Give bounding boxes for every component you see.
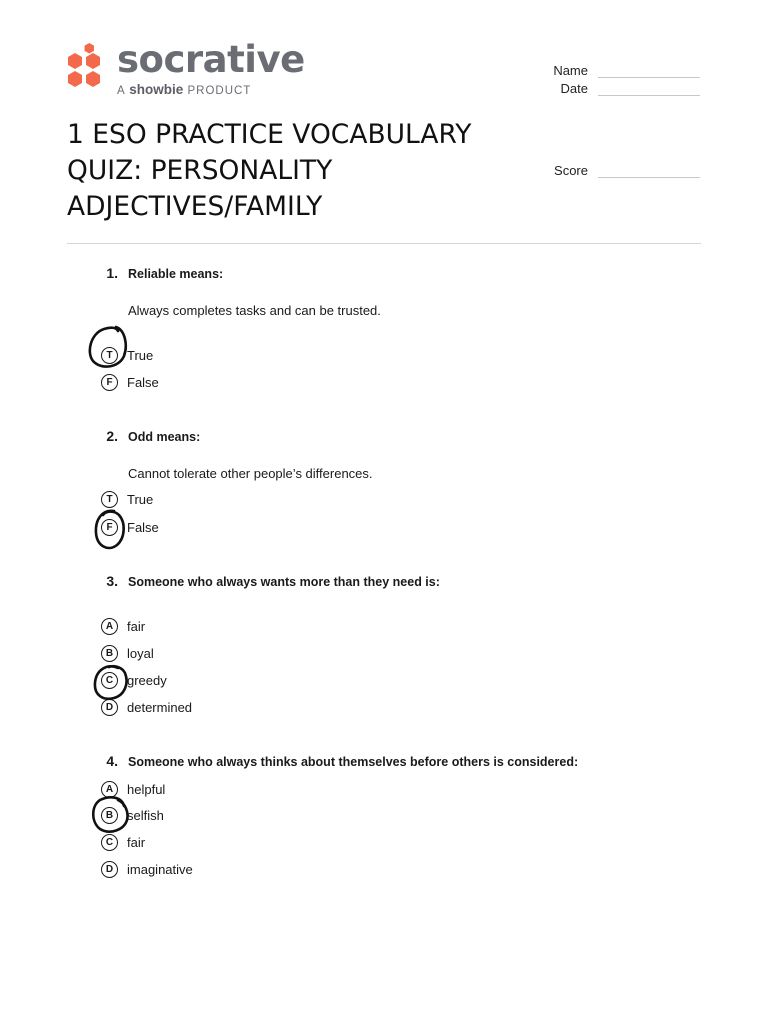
option-d[interactable]: [100, 859, 193, 879]
question-number: 3.: [106, 573, 118, 589]
name-label: Name: [553, 63, 588, 78]
option-true[interactable]: [100, 345, 153, 365]
option-b[interactable]: [100, 805, 164, 825]
question-number: 1.: [106, 265, 118, 281]
answer-bubble[interactable]: T: [101, 347, 118, 364]
question-statement: Cannot tolerate other people’s differences.: [128, 466, 373, 481]
answer-bubble[interactable]: A: [101, 781, 118, 798]
date-label: Date: [560, 81, 588, 96]
option-false[interactable]: [100, 517, 159, 537]
option-label: fair: [127, 834, 146, 850]
score-label: Score: [554, 163, 588, 178]
socrative-hexagon-icon: [66, 42, 108, 96]
answer-bubble[interactable]: A: [101, 618, 118, 635]
question-number: 2.: [106, 428, 118, 444]
question-text: Odd means:: [128, 430, 201, 444]
name-field[interactable]: [553, 60, 700, 78]
option-c[interactable]: [100, 832, 145, 852]
question-text: Someone who always thinks about themselves before others is considered:: [128, 755, 579, 769]
score-line[interactable]: [598, 167, 700, 178]
answer-bubble[interactable]: B: [101, 645, 118, 662]
answer-bubble[interactable]: C: [101, 672, 118, 689]
answer-bubble[interactable]: D: [101, 861, 118, 878]
date-field[interactable]: [553, 78, 700, 96]
answer-bubble[interactable]: T: [101, 491, 118, 508]
tagline-suffix: PRODUCT: [187, 85, 252, 97]
answer-bubble[interactable]: C: [101, 834, 118, 851]
option-label: True: [127, 347, 154, 363]
name-date-block: [553, 60, 700, 96]
option-label: imaginative: [127, 861, 193, 877]
option-label: False: [127, 374, 159, 390]
tagline-prefix: A: [117, 85, 126, 97]
tagline-brand: showbie: [129, 82, 184, 97]
option-false[interactable]: [100, 372, 159, 392]
option-label: helpful: [127, 781, 166, 797]
name-line[interactable]: [598, 67, 700, 78]
brand-tagline: [117, 82, 251, 97]
question-text: Reliable means:: [128, 267, 224, 281]
option-a[interactable]: [100, 779, 165, 799]
answer-bubble[interactable]: B: [101, 807, 118, 824]
answer-bubble[interactable]: F: [101, 519, 118, 536]
brand-name: socrative: [117, 38, 305, 81]
option-label: True: [127, 491, 154, 507]
option-a[interactable]: [100, 616, 145, 636]
score-block: [554, 160, 700, 178]
score-field[interactable]: [554, 160, 700, 178]
option-label: fair: [127, 618, 146, 634]
option-b[interactable]: [100, 643, 154, 663]
option-c[interactable]: [100, 670, 167, 690]
question-text: Someone who always wants more than they need is:: [128, 575, 440, 589]
option-label: greedy: [127, 672, 167, 688]
option-label: selfish: [127, 807, 164, 823]
option-label: False: [127, 519, 159, 535]
option-label: loyal: [127, 645, 154, 661]
option-label: determined: [127, 699, 193, 715]
option-true[interactable]: [100, 489, 153, 509]
answer-bubble[interactable]: D: [101, 699, 118, 716]
question-number: 4.: [106, 753, 118, 769]
date-line[interactable]: [598, 85, 700, 96]
option-d[interactable]: [100, 697, 192, 717]
header-divider: [67, 243, 701, 244]
quiz-title: 1 ESO PRACTICE VOCABULARY QUIZ: PERSONALITY ADJECTIVES/FAMILY: [67, 119, 472, 222]
question-statement: Always completes tasks and can be trusted.: [128, 303, 381, 318]
answer-bubble[interactable]: F: [101, 374, 118, 391]
